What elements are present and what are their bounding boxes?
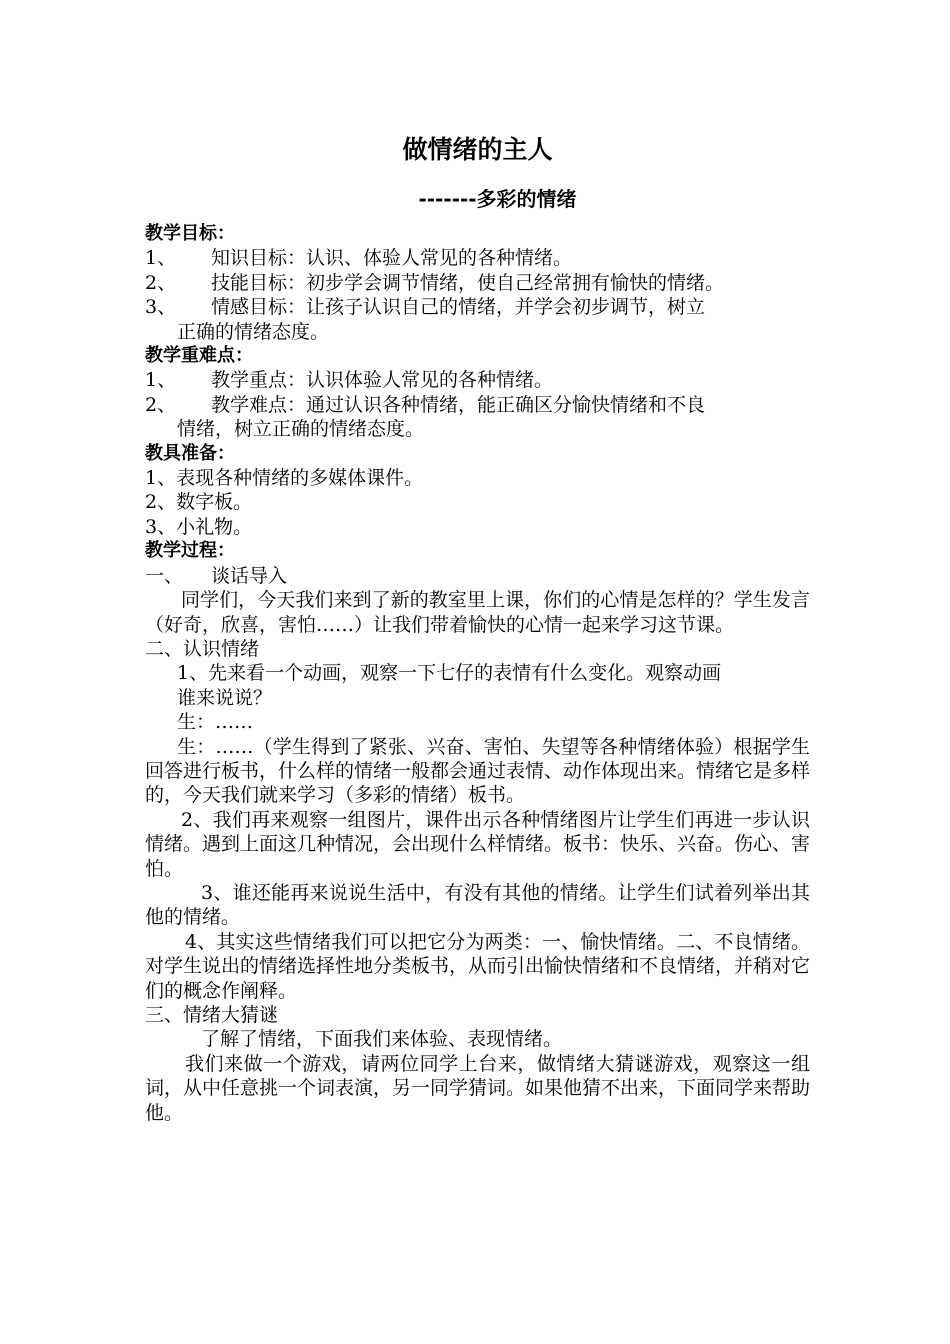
process-part-3-title: 三、情绪大猜谜: [145, 1004, 279, 1026]
process-part-3-paragraph-2: 我们来做一个游戏，请两位同学上台来，做情绪大猜谜游戏，观察这一组词，从中任意挑一个词表演，另一同学猜词。如果他猜不出来，下面同学来帮助他。: [145, 1052, 811, 1124]
document-body: [145, 222, 810, 1125]
item-number: 一、: [145, 564, 184, 587]
process-part-1-title: [145, 564, 810, 588]
section-heading-key-points: 教学重难点：: [145, 345, 253, 367]
key-point-item-1: [145, 368, 810, 392]
item-text: 技能目标：初步学会调节情绪，使自己经常拥有愉快的情绪。: [211, 271, 725, 294]
item-number: 2、: [145, 271, 177, 294]
document-title: 做情绪的主人: [402, 135, 553, 164]
key-point-item-2-continued: 情绪，树立正确的情绪态度。: [177, 418, 425, 441]
item-text: 谈话导入: [211, 564, 288, 587]
objective-item-3-continued: 正确的情绪态度。: [177, 320, 330, 343]
process-part-2-paragraph-1: 1、先来看一个动画，观察一下七仔的表情有什么变化。观察动画: [177, 662, 722, 685]
process-part-2-paragraph-6: 3、谁还能再来说说生活中，有没有其他的情绪。让学生们试着列举出其他的情绪。: [145, 881, 810, 929]
process-part-2-paragraph-7: 4、其实这些情绪我们可以把它分为两类：一、愉快情绪。二、不良情绪。 对学生说出的情绪选择性地分类板书，从而引出愉快情绪和不良情绪，并稍对它们的概念作阐释。: [145, 930, 811, 1002]
material-item-1: 1、表现各种情绪的多媒体课件。: [145, 467, 424, 490]
item-text: 教学难点：通过认识各种情绪，能正确区分愉快情绪和不良: [211, 393, 706, 416]
item-text: 情感目标：让孩子认识自己的情绪，并学会初步调节，树立: [211, 296, 706, 319]
process-part-2-title: 二、认识情绪: [145, 637, 260, 660]
item-text: 教学重点：认识体验人常见的各种情绪。: [211, 369, 554, 392]
process-part-2-paragraph-3: 生：……: [177, 711, 254, 734]
objective-item-2: [145, 271, 810, 295]
section-heading-materials: 教具准备：: [145, 442, 235, 464]
item-text: 知识目标：认识、体验人常见的各种情绪。: [211, 247, 573, 270]
material-item-2: 2、数字板。: [145, 491, 253, 514]
key-point-item-2: [145, 393, 810, 417]
process-part-2-paragraph-2: 谁来说说？: [177, 686, 273, 709]
item-number: 2、: [145, 393, 177, 416]
item-number: 1、: [145, 247, 177, 270]
material-item-3: 3、小礼物。: [145, 515, 253, 538]
item-number: 3、: [145, 296, 177, 319]
process-part-1-paragraph: 同学们，今天我们来到了新的教室里上课，你们的心情是怎样的？学生发言（好奇，欣喜，害怕……）让我们带着愉快的心情一起来学习这节课。: [145, 589, 810, 636]
document-subtitle: -------多彩的情绪: [418, 187, 577, 211]
process-part-2-paragraph-4: 生：……（学生得到了紧张、兴奋、害怕、失望等各种情绪体验）根据学生回答进行板书，什么样的情绪一般都会通过表情、动作体现出来。情绪它是多样的，今天我们就来学习（多彩的情绪）板书。: [145, 735, 811, 807]
process-part-3-paragraph-1: 了解了情绪，下面我们来体验、表现情绪。: [201, 1028, 563, 1051]
section-heading-process: 教学过程：: [145, 540, 235, 562]
section-heading-objectives: 教学目标：: [145, 223, 235, 244]
objective-item-3: [145, 295, 810, 319]
item-number: 1、: [145, 369, 177, 392]
process-part-2-paragraph-5: 2、我们再来观察一组图片，课件出示各种情绪图片让学生们再进一步认识情绪。遇到上面这几种情况，会出现什么样情绪。板书：快乐、兴奋。伤心、害怕。: [145, 808, 811, 880]
objective-item-1: [145, 246, 810, 270]
